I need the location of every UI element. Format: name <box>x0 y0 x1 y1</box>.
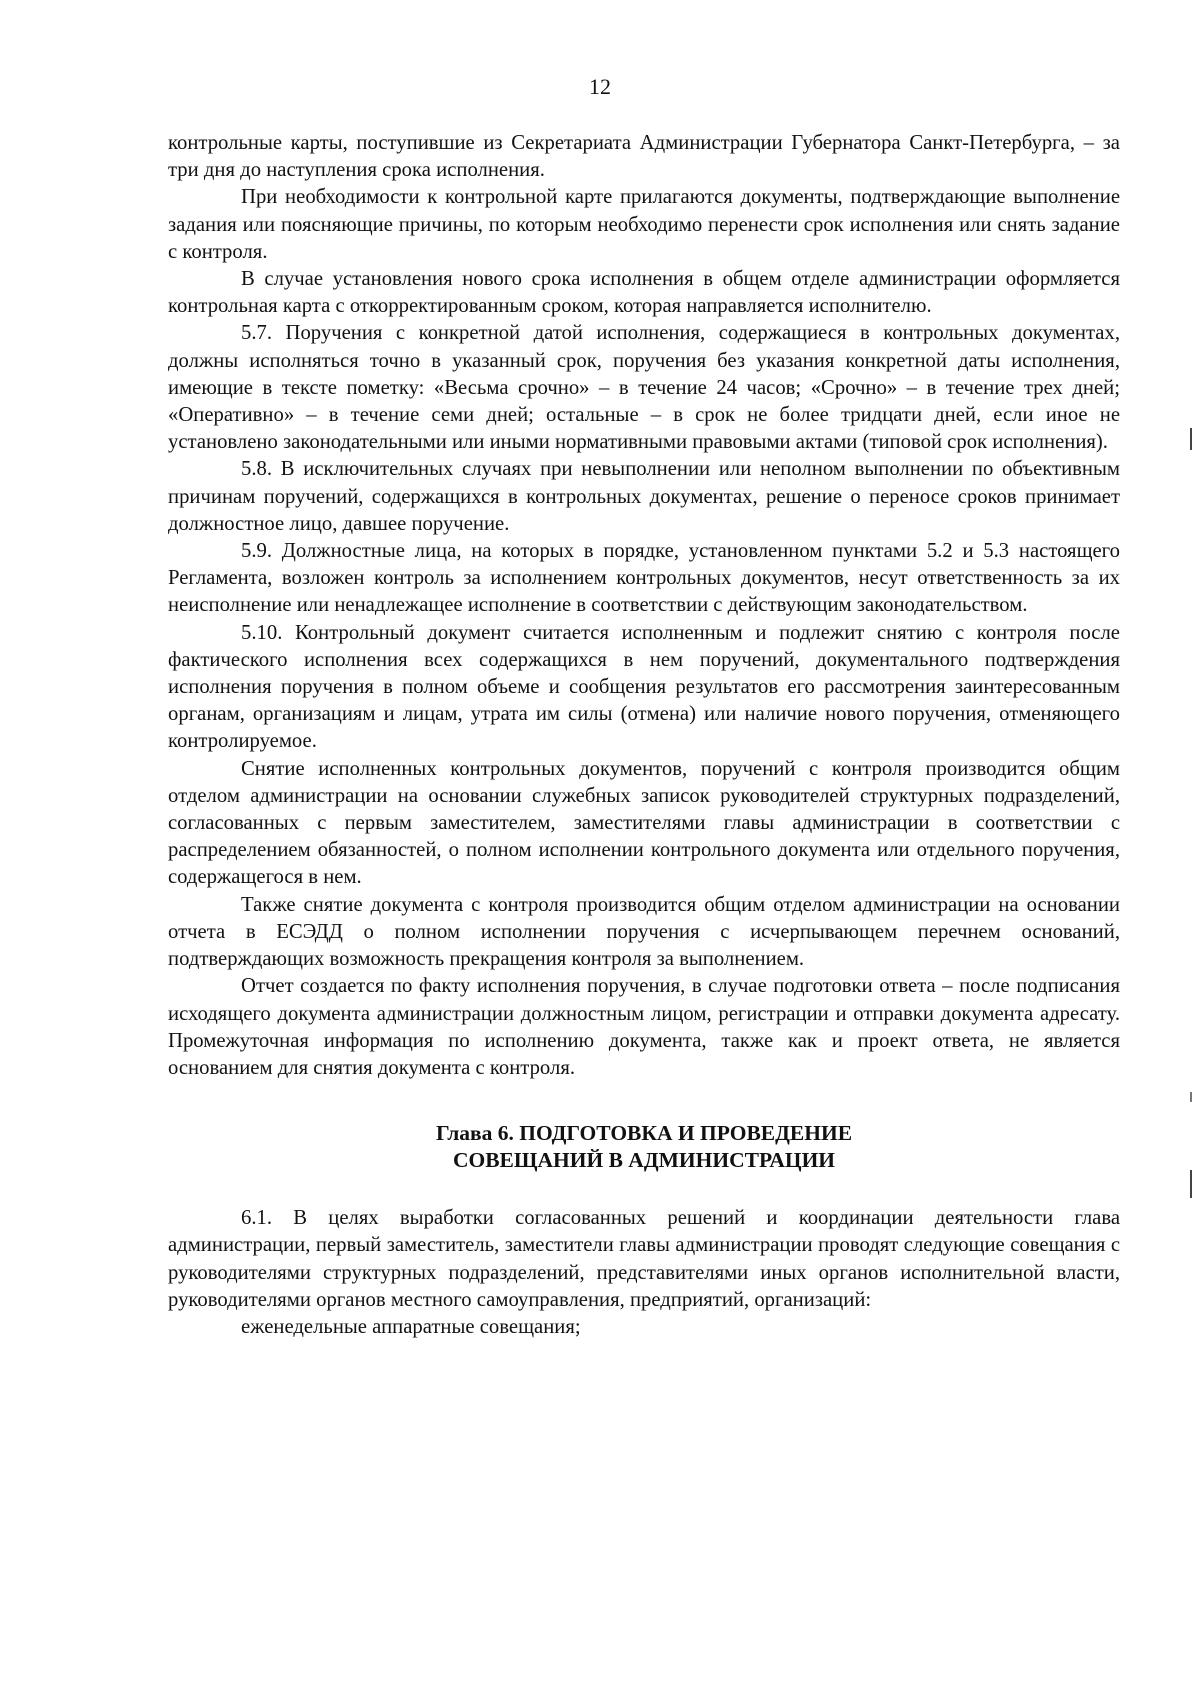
scan-edge-mark <box>1190 428 1192 450</box>
paragraph-6-1: 6.1. В целях выработки согласованных решений и координации деятельности глава администрации, первый заместитель, заместители главы администрации проводят следующие совещания с руководителями структурных подразделений, представителями иных органов исполнительной власти, руководителями органов местного самоуправления, предприятий, организаций: <box>168 1207 1120 1311</box>
paragraph-5-8: 5.8. В исключительных случаях при невыполнении или неполном выполнении по объективным причинам поручений, содержащихся в контрольных документах, решение о переносе сроков принимает должностное лицо, давшее поручение. <box>168 458 1120 535</box>
page-number: 12 <box>589 74 611 99</box>
chapter-title-line-1: Глава 6. ПОДГОТОВКА И ПРОВЕДЕНИЕ <box>435 1121 853 1146</box>
chapter-6-title <box>168 1120 1120 1174</box>
document-body <box>168 130 1120 1341</box>
paragraph-removal: Снятие исполненных контрольных документов, поручений с контроля производится общим отделом администрации на основании служебных записок руководителей структурных подразделений, согласованных с первым заместителем, заместителями главы администрации в соответствии с распределением обязанностей, о полном исполнении контрольного документа или отдельного поручения, содержащегося в нем. <box>168 757 1120 889</box>
paragraph-control-cards: контрольные карты, поступившие из Секретариата Администрации Губернатора Санкт-Петербурга, – за три дня до наступления срока исполнения. <box>168 132 1120 182</box>
scan-edge-mark <box>1190 1170 1192 1198</box>
chapter-title-line-2: СОВЕЩАНИЙ В АДМИНИСТРАЦИИ <box>452 1148 836 1173</box>
paragraph-new-deadline: В случае установления нового срока исполнения в общем отделе администрации оформляется контрольная карта с откорректированным сроком, которая направляется исполнителю. <box>168 268 1120 318</box>
paragraph-5-7: 5.7. Поручения с конкретной датой исполнения, содержащиеся в контрольных документах, должны исполняться точно в указанный срок, поручения без указания конкретной даты исполнения, имеющие в тексте пометку: «Весьма срочно» – в течение 24 часов; «Срочно» – в течение трех дней; «Оперативно» – в течение семи дней; остальные – в срок не более тридцати дней, если иное не установлено законодательными или иными нормативными правовыми актами (типовой срок исполнения). <box>168 322 1120 454</box>
paragraph-5-10: 5.10. Контрольный документ считается исполненным и подлежит снятию с контроля после фактического исполнения всех содержащихся в нем поручений, документального подтверждения исполнения поручения в полном объеме и сообщения результатов его рассмотрения заинтересованным органам, организациям и лицам, утрата им силы (отмена) или наличие нового поручения, отменяющего контролируемое. <box>168 621 1120 753</box>
paragraph-report-creation: Отчет создается по факту исполнения поручения, в случае подготовки ответа – после подписания исходящего документа администрации должностным лицом, регистрации и отправки документа адресату. Промежуточная информация по исполнению документа, также как и проект ответа, не является основанием для снятия документа с контроля. <box>168 975 1120 1079</box>
paragraph-esedd-report: Также снятие документа с контроля производится общим отделом администрации на основании отчета в ЕСЭДД о полном исполнении поручения с исчерпывающем перечнем оснований, подтверждающих возможность прекращения контроля за выполнением. <box>168 893 1120 971</box>
paragraph-5-9: 5.9. Должностные лица, на которых в порядке, установленном пунктами 5.2 и 5.3 настоящего Регламента, возложен контроль за исполнением контрольных документов, несут ответственность за их неисполнение или ненадлежащее исполнение в соответствии с действующим законодательством. <box>168 540 1120 617</box>
paragraph-attachments: При необходимости к контрольной карте прилагаются документы, подтверждающие выполнение задания или поясняющие причины, по которым необходимо перенести срок исполнения или снять задание с контроля. <box>168 186 1120 263</box>
paragraph-weekly-meetings: еженедельные аппаратные совещания; <box>241 1315 581 1338</box>
scan-edge-mark <box>1190 1092 1192 1102</box>
